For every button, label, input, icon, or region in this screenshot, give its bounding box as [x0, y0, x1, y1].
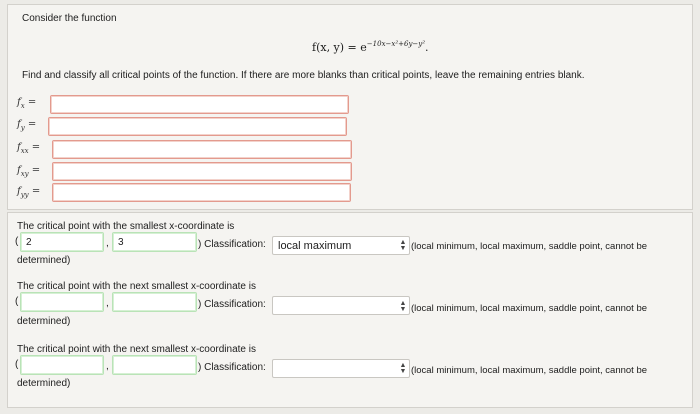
cp2-comma: , [106, 298, 109, 309]
cp1-classification-label: ) Classification: [198, 239, 266, 250]
cp3-classification-label: ) Classification: [198, 362, 266, 373]
cp3-comma: , [106, 361, 109, 372]
fyy-label: $f_{yy}$ = [17, 186, 41, 199]
cp3-y-input[interactable] [112, 355, 197, 375]
cp2-determined-text: determined) [17, 316, 71, 327]
cp2-classification-select[interactable] [272, 296, 410, 315]
fxy-input[interactable] [52, 162, 352, 181]
cp2-x-input[interactable] [20, 292, 104, 312]
cp3-open-paren: ( [15, 359, 19, 370]
fxx-label: $f_{xx}$ = [17, 142, 41, 155]
fxy-label: $f_{xy}$ = [17, 165, 41, 178]
cp1-heading: The critical point with the smallest x-coordinate is [17, 221, 235, 232]
cp1-y-input[interactable]: 3 [112, 232, 197, 252]
intro-text: Consider the function [22, 13, 117, 24]
function-formula: f(x, $y) = e^{-10x-x^2+6y-y^2}$. [312, 40, 429, 54]
cp3-options-text: (local minimum, local maximum, saddle point, cannot be [411, 365, 648, 376]
cp1-select-arrows-icon[interactable]: ▲ ▼ [399, 239, 407, 252]
fyy-input[interactable] [52, 183, 351, 202]
fx-label: $f_x$ = [17, 97, 37, 110]
cp3-select-arrows-icon[interactable]: ▲ ▼ [399, 362, 407, 375]
cp3-heading: The critical point with the next smallest x-coordinate is [17, 344, 256, 355]
cp2-heading: The critical point with the next smallest x-coordinate is [17, 281, 256, 292]
cp1-options-text: (local minimum, local maximum, saddle point, cannot be [411, 241, 648, 252]
cp3-determined-text: determined) [17, 378, 71, 389]
cp2-open-paren: ( [15, 296, 19, 307]
formula-exponent: −10x−x²+6y−y² [366, 40, 426, 48]
cp1-open-paren: ( [15, 236, 19, 247]
cp2-options-text: (local minimum, local maximum, saddle point, cannot be [411, 303, 648, 314]
cp2-y-input[interactable] [112, 292, 197, 312]
formula-lhs: f(x, y) = e [312, 41, 367, 54]
cp3-x-input[interactable] [20, 355, 104, 375]
cp1-comma: , [106, 238, 109, 249]
cp2-classification-label: ) Classification: [198, 299, 266, 310]
fx-input[interactable] [50, 95, 349, 114]
cp1-determined-text: determined) [17, 255, 71, 266]
cp3-classification-select[interactable] [272, 359, 410, 378]
instructions-text: Find and classify all critical points of the function. If there are more blanks than critical points, leave the remaining entries blank. [22, 70, 585, 81]
fy-label: $f_y$ = [17, 119, 37, 132]
fy-input[interactable] [48, 117, 347, 136]
cp2-select-arrows-icon[interactable]: ▲ ▼ [399, 300, 407, 313]
fxx-input[interactable] [52, 140, 352, 159]
cp1-classification-select[interactable]: local maximum [272, 236, 410, 255]
cp1-x-input[interactable]: 2 [20, 232, 104, 252]
